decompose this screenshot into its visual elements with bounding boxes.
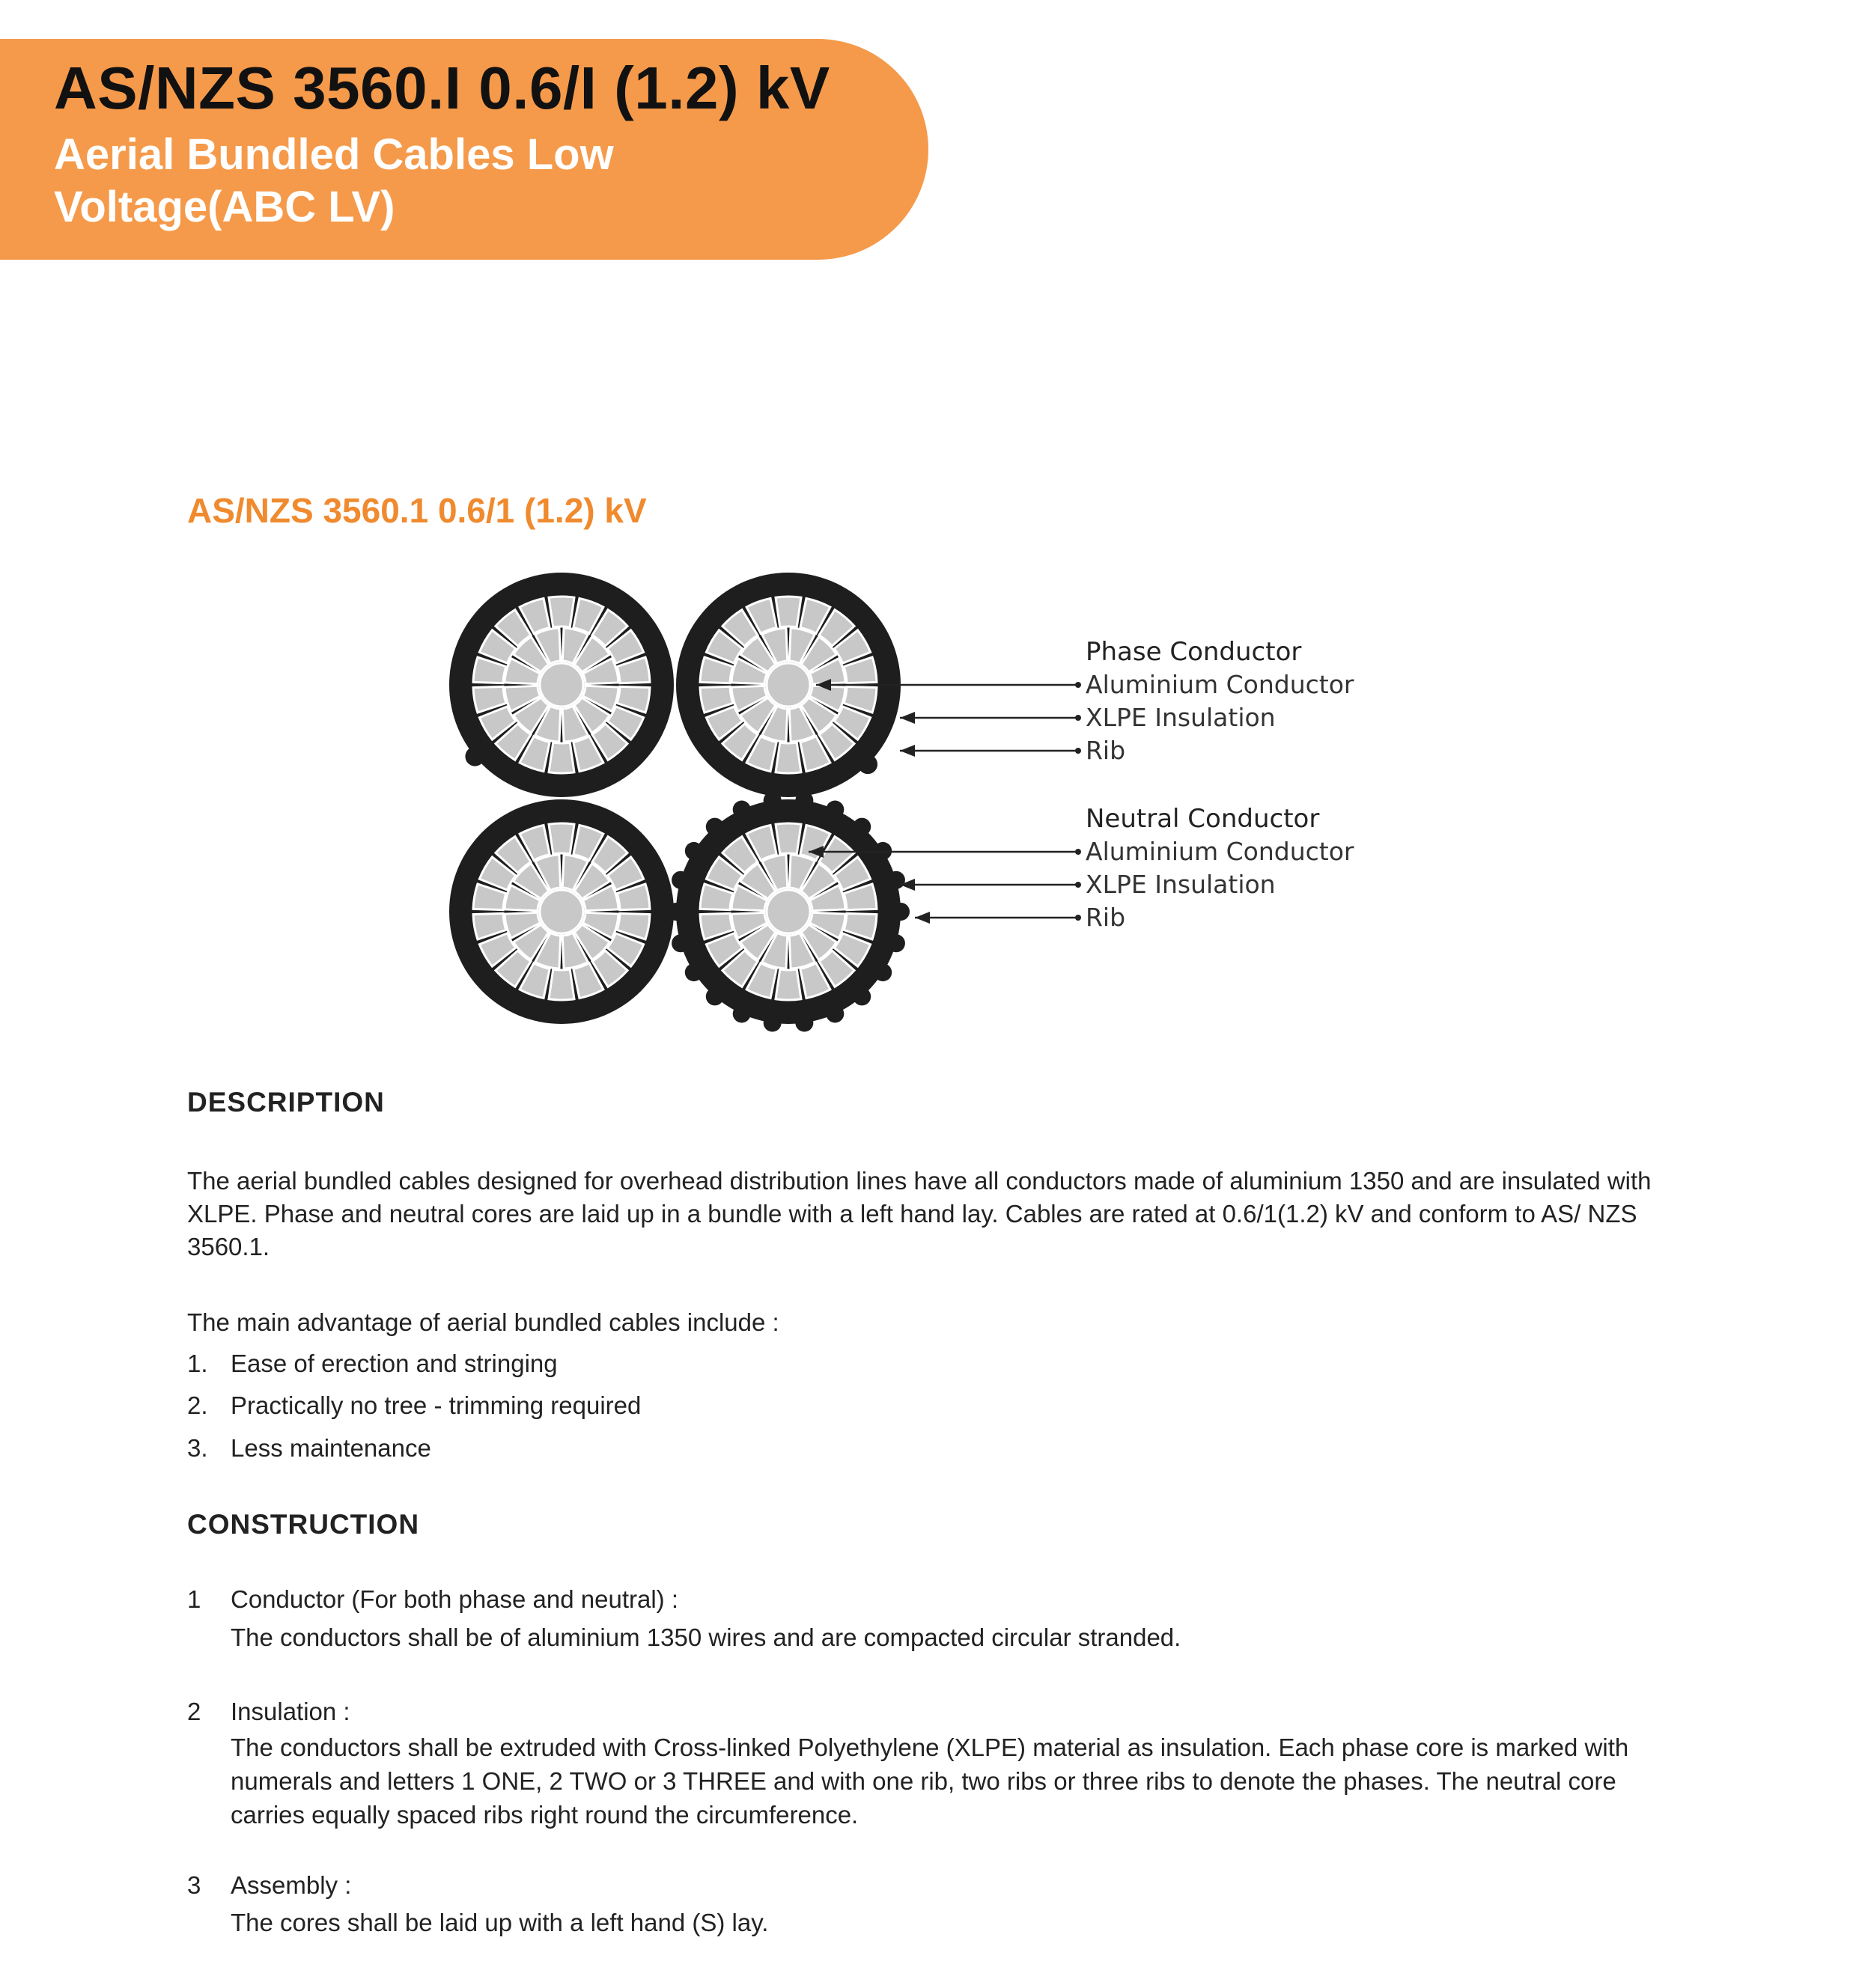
callout-dot: [1075, 915, 1081, 921]
list-item: [187, 1391, 641, 1420]
callout-dot: [1075, 748, 1081, 754]
construction-title: Assembly :: [231, 1871, 352, 1899]
rib: [667, 903, 685, 921]
aluminium-strand: [549, 743, 574, 773]
construction-title: Conductor (For both phase and neutral) :: [231, 1585, 679, 1613]
aluminium-core-strand: [540, 663, 583, 707]
rib: [858, 754, 877, 774]
construction-body: The conductors shall be of aluminium 1350 wires and are compacted circular stranded.: [231, 1623, 1181, 1651]
construction-body: The conductors shall be extruded with Cross-linked Polyethylene (XLPE) material as insulation. Each phase core is marked with numerals and letters 1 ONE, 2 TWO or 3 THREE and with one rib, two ribs or three ribs to denote the phases. The neutral core carries equally spaced ribs right round the circumference.: [231, 1734, 1629, 1829]
banner-subtitle: Aerial Bundled Cables Low Voltage(ABC LV): [54, 130, 614, 231]
list-number: 2.: [187, 1391, 208, 1419]
list-item: [187, 1434, 431, 1463]
aluminium-core-strand: [540, 890, 583, 933]
list-text: Ease of erection and stringing: [231, 1350, 558, 1377]
rib: [465, 747, 484, 766]
neutral-label-aluminium: Aluminium Conductor: [1086, 837, 1354, 866]
construction-title: Insulation :: [231, 1698, 350, 1725]
phase-conductor-heading: Phase Conductor: [1086, 637, 1302, 667]
rib: [672, 934, 690, 952]
construction-number: 2: [187, 1698, 201, 1725]
neutral-label-rib: Rib: [1086, 903, 1126, 932]
cable-cross-section-diagram: [442, 569, 1415, 1048]
construction-body: The cores shall be laid up with a left hand (S) lay.: [231, 1909, 769, 1936]
rib: [733, 1004, 751, 1022]
callout-dot: [1075, 882, 1081, 888]
rib: [795, 792, 813, 810]
callout-dot: [1075, 849, 1081, 855]
callout-dot: [1075, 715, 1081, 721]
construction-number: 3: [187, 1871, 201, 1899]
rib: [764, 1013, 782, 1031]
rib: [795, 1013, 813, 1031]
construction-heading: CONSTRUCTION: [187, 1509, 420, 1540]
aluminium-strand: [776, 969, 801, 1000]
rib: [874, 963, 892, 981]
arrow-head: [900, 745, 915, 757]
aluminium-core-strand: [767, 890, 810, 933]
neutral-label-xlpe: XLPE Insulation: [1086, 870, 1276, 899]
callout-dot: [1075, 682, 1081, 688]
rib: [706, 987, 724, 1005]
aluminium-strand: [549, 969, 574, 1000]
aluminium-strand: [776, 597, 801, 627]
list-number: 1.: [187, 1350, 208, 1377]
aluminium-strand: [549, 597, 574, 627]
neutral-conductor-heading: Neutral Conductor: [1086, 804, 1320, 834]
list-text: Less maintenance: [231, 1434, 431, 1462]
rib: [685, 842, 703, 860]
phase-label-rib: Rib: [1086, 736, 1126, 765]
rib: [685, 963, 703, 981]
description-paragraph: The aerial bundled cables designed for overhead distribution lines have all conductors made of aluminium 1350 and are insulated with XLPE. Phase and neutral cores are laid up in a bundle with a left hand lay. Cables are rated at 0.6/1(1.2) kV and conform to AS/ NZS 3560.1.: [187, 1167, 1652, 1260]
rib: [733, 801, 751, 819]
rib: [826, 801, 844, 819]
aluminium-strand: [776, 823, 801, 854]
phase-label-aluminium: Aluminium Conductor: [1086, 670, 1354, 699]
advantages-intro: The main advantage of aerial bundled cables include :: [187, 1308, 779, 1336]
phase-label-xlpe: XLPE Insulation: [1086, 703, 1276, 732]
rib: [853, 818, 871, 836]
rib: [892, 903, 910, 921]
rib: [887, 934, 905, 952]
list-text: Practically no tree - trimming required: [231, 1391, 642, 1419]
list-number: 3.: [187, 1434, 208, 1462]
rib: [826, 1004, 844, 1022]
rib: [706, 818, 724, 836]
banner-title: AS/NZS 3560.I 0.6/I (1.2) kV: [54, 55, 830, 121]
rib: [853, 987, 871, 1005]
list-item: [187, 1350, 558, 1378]
rib: [672, 871, 690, 889]
rib: [764, 792, 782, 810]
document-title: AS/NZS 3560.1 0.6/1 (1.2) kV: [187, 491, 647, 530]
description-heading: DESCRIPTION: [187, 1087, 385, 1118]
cable-cores: [449, 573, 910, 1031]
arrow-head: [900, 712, 915, 724]
arrow-head: [915, 912, 930, 924]
aluminium-strand: [776, 743, 801, 773]
aluminium-strand: [549, 823, 574, 854]
aluminium-core-strand: [767, 663, 810, 707]
construction-number: 1: [187, 1585, 201, 1613]
rib: [887, 871, 905, 889]
